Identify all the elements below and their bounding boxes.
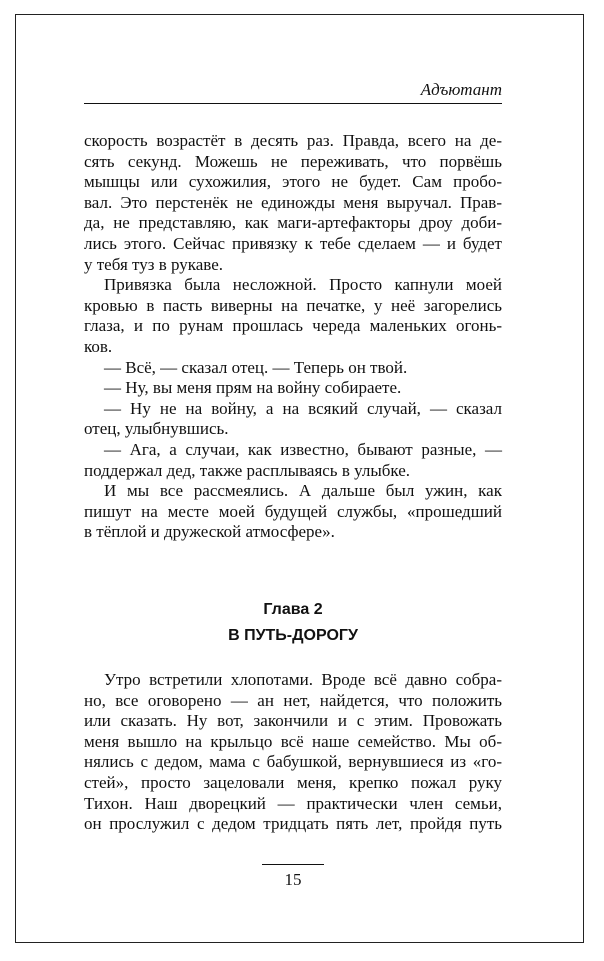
text-line: у тебя туз в рукаве. [84,254,224,274]
text-line: сять секунд. Можешь не переживать, что порвёшь [84,151,502,171]
footer-rule [262,864,324,865]
text-line: но, все оговорено — ан нет, найдется, что положить [84,690,502,710]
text-block-after-chapter [84,670,502,835]
text-line: поддержал дед, также расплываясь в улыбке. [84,460,411,480]
text-line: он прослужил с дедом тридцать пять лет, пройдя путь [84,814,502,834]
text-line: пишут на месте моей будущей службы, «прошедший [84,501,502,521]
text-line: мышцы или сухожилия, этого не будет. Сам пробо- [84,172,502,192]
text-line: да, не представляю, как маги-артефакторы дроу доби- [84,213,502,233]
text-line: вал. Это перстенёк не единожды меня выручал. Прав- [84,192,502,212]
text-line: — Всё, — сказал отец. — Теперь он твой. [104,357,408,377]
text-line: глаза, и по рунам прошлась череда маленьких огонь- [84,316,502,336]
text-line: стей», просто зацеловали меня, крепко пожал руку [84,772,502,792]
text-line: меня вышло на крыльцо всё наше семейство. Мы об- [84,731,502,751]
text-line: скорость возрастёт в десять раз. Правда, всего на де- [84,131,502,150]
page-number: 15 [284,870,302,889]
text-line: И мы все рассмеялись. А дальше был ужин, как [104,481,502,501]
text-block-before-chapter [84,131,502,543]
chapter-number: Глава 2 [263,601,323,618]
chapter-title: В ПУТЬ-ДОРОГУ [228,627,358,644]
text-line: отец, улыбнувшись. [84,419,229,439]
text-line: — Ну не на войну, а на всякий случай, — сказал [104,398,502,418]
text-line: ков. [84,336,113,356]
text-line: — Ага, а случаи, как известно, бывают разные, — [104,439,502,459]
text-line: или сказать. Ну вот, закончили и с этим. Провожать [84,711,502,731]
text-line: — Ну, вы меня прям на войну собираете. [104,378,402,398]
text-line: Привязка была несложной. Просто капнули моей [104,275,502,295]
header-rule [84,103,502,104]
running-head: Адъютант [420,80,502,99]
text-line: Тихон. Наш дворецкий — практически член семьи, [84,793,502,813]
text-line: лись этого. Сейчас привязку к тебе сделаем — и будет [84,233,502,253]
text-line: нялись с дедом, мама с бабушкой, вернувшиеся из «го- [84,752,502,772]
text-line: кровью в пасть виверны на печатке, у неё загорелись [84,295,502,315]
text-line: Утро встретили хлопотами. Вроде всё давно собра- [104,670,502,689]
text-line: в тёплой и дружеской атмосфере». [84,522,335,542]
